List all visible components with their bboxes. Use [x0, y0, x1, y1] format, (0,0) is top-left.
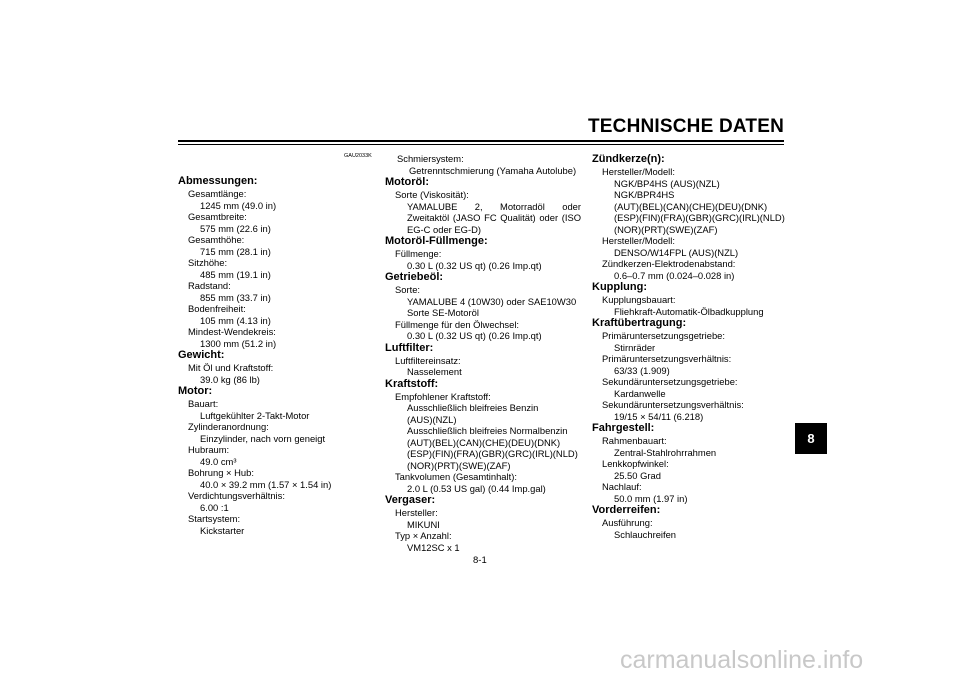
- spec-section: [178, 175, 378, 349]
- spec-value: Ausschließlich bleifreies Normalbenzin: [407, 425, 568, 436]
- section-heading: Vorderreifen:: [592, 504, 661, 516]
- spec-label: Sitzhöhe:: [188, 257, 228, 268]
- spec-section: [592, 422, 788, 504]
- section-heading: Luftfilter:: [385, 341, 434, 354]
- spec-value: 2.0 L (0.53 US gal) (0.44 Imp.gal): [407, 482, 546, 494]
- spec-value: (NOR)(PRT)(SWE)(ZAF): [614, 223, 718, 235]
- spec-label: Bauart:: [188, 398, 219, 409]
- spec-value: Getrenntschmierung (Yamaha Autolube): [409, 164, 577, 176]
- section-heading: Getriebeöl:: [385, 271, 444, 283]
- spec-label: Sekundäruntersetzungsverhältnis:: [602, 399, 744, 410]
- spec-label: Gesamthöhe:: [188, 234, 245, 245]
- spec-value: Einzylinder, nach vorn geneigt: [200, 432, 326, 444]
- spec-value: MIKUNI: [407, 518, 440, 530]
- spec-value: (AUT)(BEL)(CAN)(CHE)(DEU)(DNK): [614, 200, 768, 212]
- section-heading: Vergaser:: [385, 494, 436, 506]
- spec-label: Sorte:: [395, 284, 421, 295]
- section-heading: Zündkerze(n):: [592, 153, 665, 165]
- spec-value: 855 mm (33.7 in): [200, 291, 271, 303]
- spec-value: VM12SC x 1: [407, 541, 460, 553]
- section-heading: Motoröl-Füllmenge:: [385, 235, 488, 247]
- spec-value: 63/33 (1.909): [614, 364, 670, 376]
- spec-value: Zentral-Stahlrohrrahmen: [614, 446, 717, 458]
- spec-section: [385, 378, 581, 495]
- spec-value: 485 mm (19.1 in): [200, 268, 271, 280]
- spec-value: NGK/BPR4HS: [614, 189, 675, 200]
- spec-label: Luftfiltereinsatz:: [395, 354, 461, 366]
- spec-value: 40.0 × 39.2 mm (1.57 × 1.54 in): [200, 478, 332, 490]
- spec-section: [592, 153, 788, 281]
- spec-label: Bodenfreiheit:: [188, 303, 246, 314]
- spec-label: Bohrung × Hub:: [188, 467, 254, 478]
- spec-value: 25.50 Grad: [614, 469, 661, 481]
- spec-label: Hubraum:: [188, 444, 230, 455]
- spec-label: Nachlauf:: [602, 481, 642, 492]
- spec-label: Füllmenge für den Ölwechsel:: [395, 318, 520, 330]
- spec-value: NGK/BP4HS (AUS)(NZL): [614, 177, 720, 189]
- spec-section: [385, 176, 581, 235]
- spec-label: Gesamtlänge:: [188, 188, 247, 199]
- spec-label: Primäruntersetzungsverhältnis:: [602, 353, 732, 364]
- spec-value: Sorte SE-Motoröl: [407, 307, 479, 318]
- spec-value: Fliehkraft-Automatik-Ölbadkupplung: [614, 305, 764, 317]
- spec-label: Tankvolumen (Gesamtinhalt):: [395, 471, 517, 482]
- section-heading: Gewicht:: [178, 349, 225, 361]
- spec-value: Luftgekühlter 2-Takt-Motor: [200, 409, 310, 421]
- spec-label: Verdichtungsverhältnis:: [188, 490, 285, 501]
- spec-value: 105 mm (4.13 in): [200, 314, 271, 326]
- spec-value: 0.30 L (0.32 US qt) (0.26 Imp.qt): [407, 330, 542, 341]
- spec-label: Sorte (Viskosität):: [395, 189, 469, 200]
- spec-label: Schmiersystem:: [397, 153, 464, 164]
- spec-label: Ausführung:: [602, 517, 653, 528]
- spec-value: 49.0 cm³: [200, 455, 237, 467]
- spec-section: [385, 494, 581, 553]
- section-heading: Fahrgestell:: [592, 422, 655, 434]
- spec-label: Sekundäruntersetzungsgetriebe:: [602, 376, 738, 387]
- spec-value: 0.6–0.7 mm (0.024–0.028 in): [614, 269, 735, 281]
- spec-label: Lenkkopfwinkel:: [602, 458, 669, 469]
- spec-label: Startsystem:: [188, 513, 241, 524]
- spec-section: [385, 153, 581, 176]
- spec-value: (NOR)(PRT)(SWE)(ZAF): [407, 459, 511, 471]
- spec-value: 6.00 :1: [200, 501, 229, 513]
- spec-label: Hersteller:: [395, 507, 438, 518]
- section-heading: Motoröl:: [385, 176, 429, 188]
- column-3: [592, 153, 788, 540]
- spec-value: (ESP)(FIN)(FRA)(GBR)(GRC)(IRL)(NLD): [407, 448, 578, 459]
- spec-value: YAMALUBE 2, Motorradöl oder Zweitaktöl (JASO FC Qualität) oder (ISO EG-C oder EG-D): [407, 200, 581, 235]
- document-code: GAU2033K: [344, 153, 372, 159]
- spec-section: [178, 349, 378, 385]
- spec-value: 50.0 mm (1.97 in): [614, 492, 688, 504]
- spec-value: 19/15 × 54/11 (6.218): [614, 410, 704, 422]
- spec-label: Mit Öl und Kraftstoff:: [188, 362, 274, 373]
- spec-value: 575 mm (22.6 in): [200, 222, 271, 234]
- spec-section: [385, 235, 581, 271]
- spec-section: [592, 317, 788, 422]
- spec-label: Rahmenbauart:: [602, 435, 667, 446]
- spec-label: Zündkerzen-Elektrodenabstand:: [602, 258, 736, 269]
- spec-section: [178, 385, 378, 536]
- section-heading: Kraftstoff:: [385, 377, 439, 390]
- spec-value: DENSO/W14FPL (AUS)(NZL): [614, 246, 739, 258]
- spec-value: Ausschließlich bleifreies Benzin: [407, 402, 539, 413]
- spec-value: Stirnräder: [614, 341, 656, 353]
- spec-label: Gesamtbreite:: [188, 211, 247, 222]
- spec-value: 715 mm (28.1 in): [200, 245, 271, 257]
- header-rule-thick: [178, 140, 784, 142]
- spec-section: [592, 281, 788, 317]
- page-title: TECHNISCHE DATEN: [587, 116, 784, 137]
- section-heading: Abmessungen:: [178, 175, 258, 187]
- spec-value: 39.0 kg (86 lb): [200, 373, 260, 385]
- section-heading: Motor:: [178, 385, 213, 397]
- spec-section: [385, 271, 581, 342]
- spec-value: (AUT)(BEL)(CAN)(CHE)(DEU)(DNK): [407, 436, 561, 448]
- spec-label: Mindest-Wendekreis:: [188, 326, 276, 337]
- spec-value: Schlauchreifen: [614, 528, 677, 540]
- spec-label: Primäruntersetzungsgetriebe:: [602, 330, 725, 341]
- spec-label: Radstand:: [188, 280, 231, 291]
- spec-value: Nasselement: [407, 366, 462, 377]
- column-1: [178, 175, 378, 536]
- section-heading: Kupplung:: [592, 281, 647, 293]
- spec-label: Kupplungsbauart:: [602, 294, 676, 305]
- spec-label: Zylinderanordnung:: [188, 421, 269, 432]
- spec-value: (ESP)(FIN)(FRA)(GBR)(GRC)(IRL)(NLD): [614, 212, 785, 223]
- spec-label: Hersteller/Modell:: [602, 166, 675, 177]
- spec-value: 0.30 L (0.32 US qt) (0.26 Imp.qt): [407, 259, 542, 271]
- spec-value: 1245 mm (49.0 in): [200, 199, 277, 211]
- spec-label: Füllmenge:: [395, 248, 442, 259]
- spec-section: [385, 342, 581, 378]
- spec-label: Hersteller/Modell:: [602, 235, 675, 246]
- header-rule-thin: [178, 144, 784, 145]
- spec-value: Kardanwelle: [614, 387, 666, 399]
- page-number: 8-1: [473, 555, 487, 566]
- spec-label: Empfohlener Kraftstoff:: [395, 390, 491, 402]
- spec-value: (AUS)(NZL): [407, 413, 457, 425]
- column-2: [385, 153, 581, 553]
- spec-label: Typ × Anzahl:: [395, 530, 452, 541]
- spec-value: YAMALUBE 4 (10W30) oder SAE10W30: [407, 295, 577, 307]
- section-heading: Kraftübertragung:: [592, 317, 687, 329]
- watermark: carmanualsonline.info: [620, 646, 864, 674]
- spec-value: 1300 mm (51.2 in): [200, 337, 277, 349]
- spec-value: Kickstarter: [200, 524, 245, 536]
- chapter-tab: 8: [795, 423, 827, 454]
- spec-section: [592, 504, 788, 540]
